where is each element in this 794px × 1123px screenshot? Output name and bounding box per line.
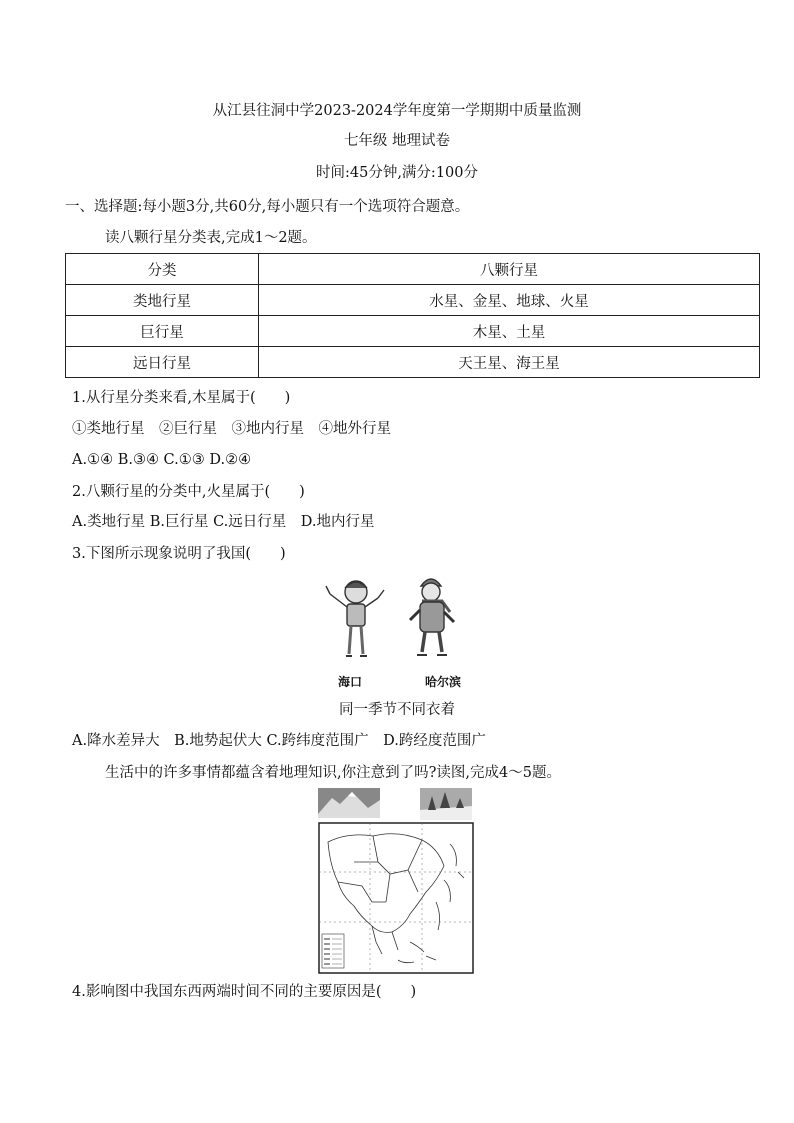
snow-forest-photo-icon bbox=[420, 788, 472, 820]
q1-items: ①类地行星 ②巨行星 ③地内行星 ④地外行星 bbox=[72, 421, 391, 437]
table-row bbox=[66, 285, 760, 316]
intro-q1-2: 读八颗行星分类表,完成1～2题。 bbox=[105, 230, 317, 246]
q1-options: A.①④ B.③④ C.①③ D.②④ bbox=[72, 452, 252, 468]
planet-classification-table bbox=[65, 253, 760, 378]
table-row bbox=[66, 347, 760, 378]
table-cell: 远日行星 bbox=[66, 347, 259, 378]
section1-heading: 一、选择题:每小题3分,共60分,每小题只有一个选项符合题意。 bbox=[65, 199, 470, 215]
clothing-figure bbox=[318, 572, 468, 668]
table-header-cell: 分类 bbox=[66, 254, 259, 285]
boy-summer-icon bbox=[326, 581, 384, 656]
q3-options: A.降水差异大 B.地势起伏大 C.跨纬度范围广 D.跨经度范围广 bbox=[72, 733, 486, 749]
intro-q4-5: 生活中的许多事情都蕴含着地理知识,你注意到了吗?读图,完成4～5题。 bbox=[105, 765, 561, 781]
table-row bbox=[66, 316, 760, 347]
q4-stem: 4.影响图中我国东西两端时间不同的主要原因是( ) bbox=[72, 984, 417, 1000]
q2-stem: 2.八颗行星的分类中,火星属于( ) bbox=[72, 484, 305, 500]
table-cell: 类地行星 bbox=[66, 285, 259, 316]
map-legend-icon bbox=[322, 934, 344, 968]
exam-subtitle: 七年级 地理试卷 bbox=[343, 133, 451, 149]
q3-stem: 3.下图所示现象说明了我国( ) bbox=[72, 546, 286, 562]
figure-label-left: 海口 bbox=[338, 675, 363, 689]
mountain-photo-icon bbox=[318, 788, 380, 818]
school-title: 从江县往洞中学2023-2024学年度第一学期期中质量监测 bbox=[212, 103, 582, 119]
asia-map-figure bbox=[318, 822, 474, 974]
q1-stem: 1.从行星分类来看,木星属于( ) bbox=[72, 390, 291, 406]
figure-caption: 同一季节不同衣着 bbox=[339, 702, 455, 718]
q2-options: A.类地行星 B.巨行星 C.远日行星 D.地内行星 bbox=[72, 514, 375, 530]
table-cell: 天王星、海王星 bbox=[259, 347, 760, 378]
girl-winter-icon bbox=[410, 579, 454, 655]
table-cell: 木星、土星 bbox=[259, 316, 760, 347]
figure-label-right: 哈尔滨 bbox=[425, 675, 462, 689]
table-header-row bbox=[66, 254, 760, 285]
exam-info: 时间:45分钟,满分:100分 bbox=[315, 165, 478, 181]
table-cell: 巨行星 bbox=[66, 316, 259, 347]
table-header-cell: 八颗行星 bbox=[259, 254, 760, 285]
table-cell: 水星、金星、地球、火星 bbox=[259, 285, 760, 316]
